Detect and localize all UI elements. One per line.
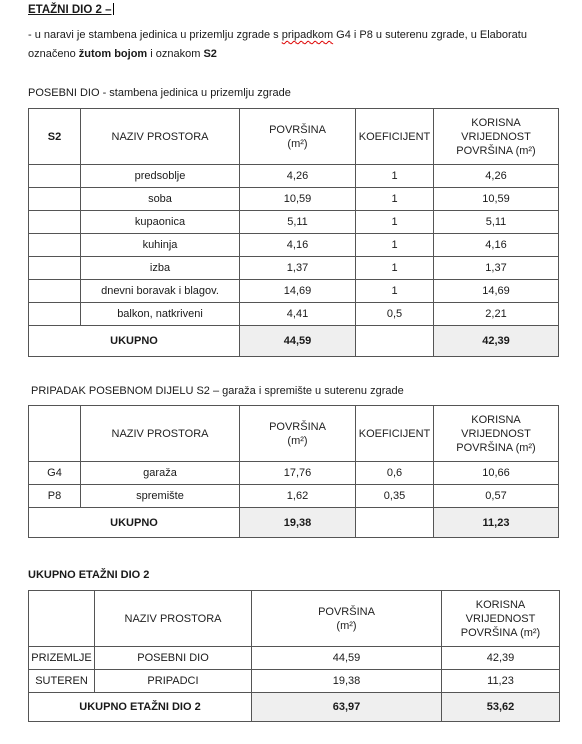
table3-header-area: POVRŠINA (m²) (252, 591, 442, 647)
table1-total-area: 44,59 (240, 326, 356, 357)
intro-bold-2: S2 (203, 48, 217, 60)
table1-name-cell: predsoblje (81, 165, 240, 188)
table1-code-cell (29, 165, 81, 188)
table1-useful-cell: 5,11 (434, 211, 559, 234)
table-row (29, 303, 559, 326)
table-pripadak (28, 405, 559, 538)
table2-header-useful: KORISNA VRIJEDNOST POVRŠINA (m²) (434, 406, 559, 462)
table1-code-cell (29, 188, 81, 211)
table1-header-area: POVRŠINA (m²) (240, 109, 356, 165)
table1-coef-cell: 1 (356, 234, 434, 257)
table3-area-cell: 44,59 (252, 647, 442, 670)
table1-area-cell: 14,69 (240, 280, 356, 303)
table2-area-cell: 1,62 (240, 485, 356, 508)
table2-header-code (29, 406, 81, 462)
intro-text-1: - u naravi je stambena jedinica u prizemlju zgrade s (28, 29, 282, 41)
table2-code-cell: P8 (29, 485, 81, 508)
table-row (29, 211, 559, 234)
table2-coef-cell: 0,35 (356, 485, 434, 508)
table2-useful-cell: 0,57 (434, 485, 559, 508)
table3-header-useful: KORISNA VRIJEDNOST POVRŠINA (m²) (442, 591, 560, 647)
table2-total-useful: 11,23 (434, 508, 559, 538)
table3-header-row (29, 591, 560, 647)
table2-header-row (29, 406, 559, 462)
table1-header-code: S2 (29, 109, 81, 165)
table2-header-name: NAZIV PROSTORA (81, 406, 240, 462)
heading-text: ETAŽNI DIO 2 – (28, 4, 112, 16)
intro-text-2: G4 i P8 u suterenu zgrade, u Elaboratu označeno (28, 29, 527, 60)
table2-header-area: POVRŠINA (m²) (240, 406, 356, 462)
table2-total-area: 19,38 (240, 508, 356, 538)
table1-code-cell (29, 303, 81, 326)
table1-total-useful: 42,39 (434, 326, 559, 357)
table1-area-cell: 4,41 (240, 303, 356, 326)
intro-text-3: i oznakom (147, 48, 204, 60)
table1-coef-cell: 1 (356, 280, 434, 303)
section3-label: UKUPNO ETAŽNI DIO 2 (28, 569, 150, 581)
table3-name-cell: PRIPADCI (95, 670, 252, 693)
table1-header-useful: KORISNA VRIJEDNOST POVRŠINA (m²) (434, 109, 559, 165)
table1-useful-cell: 10,59 (434, 188, 559, 211)
table2-coef-cell: 0,6 (356, 462, 434, 485)
table-posebni-dio (28, 108, 559, 357)
section1-label: POSEBNI DIO - stambena jedinica u prizemlju zgrade (28, 87, 291, 99)
table-row (29, 165, 559, 188)
table3-header-name: NAZIV PROSTORA (95, 591, 252, 647)
table1-code-cell (29, 211, 81, 234)
table-row (29, 462, 559, 485)
table1-code-cell (29, 280, 81, 303)
table2-total-coef (356, 508, 434, 538)
table1-total-coef (356, 326, 434, 357)
table3-code-cell: PRIZEMLJE (29, 647, 95, 670)
table2-useful-cell: 10,66 (434, 462, 559, 485)
table3-total-label: UKUPNO ETAŽNI DIO 2 (29, 693, 252, 722)
table3-header-code (29, 591, 95, 647)
table3-useful-cell: 42,39 (442, 647, 560, 670)
table1-coef-cell: 1 (356, 211, 434, 234)
table-row (29, 485, 559, 508)
intro-paragraph (28, 26, 573, 64)
table1-useful-cell: 14,69 (434, 280, 559, 303)
table3-total-area: 63,97 (252, 693, 442, 722)
table3-total-useful: 53,62 (442, 693, 560, 722)
table3-area-cell: 19,38 (252, 670, 442, 693)
table1-coef-cell: 1 (356, 188, 434, 211)
table1-name-cell: kuhinja (81, 234, 240, 257)
table1-total-label: UKUPNO (29, 326, 240, 357)
table1-name-cell: kupaonica (81, 211, 240, 234)
table-row (29, 647, 560, 670)
table2-name-cell: garaža (81, 462, 240, 485)
table3-useful-cell: 11,23 (442, 670, 560, 693)
table1-header-name: NAZIV PROSTORA (81, 109, 240, 165)
table1-useful-cell: 1,37 (434, 257, 559, 280)
table-row (29, 670, 560, 693)
table1-code-cell (29, 257, 81, 280)
table1-area-cell: 5,11 (240, 211, 356, 234)
table2-name-cell: spremište (81, 485, 240, 508)
section2-label: PRIPADAK POSEBNOM DIJELU S2 – garaža i spremište u suterenu zgrade (31, 385, 404, 397)
table-row (29, 188, 559, 211)
table-ukupno-etazni-dio (28, 590, 560, 722)
table1-area-cell: 10,59 (240, 188, 356, 211)
table1-name-cell: izba (81, 257, 240, 280)
table1-useful-cell: 4,26 (434, 165, 559, 188)
table1-coef-cell: 0,5 (356, 303, 434, 326)
table1-code-cell (29, 234, 81, 257)
table-row (29, 280, 559, 303)
table1-total-row (29, 326, 559, 357)
table1-area-cell: 4,26 (240, 165, 356, 188)
table1-header-coef: KOEFICIJENT (356, 109, 434, 165)
intro-misspelled-word: pripadkom (281, 29, 334, 41)
table1-useful-cell: 2,21 (434, 303, 559, 326)
table1-name-cell: dnevni boravak i blagov. (81, 280, 240, 303)
table2-area-cell: 17,76 (240, 462, 356, 485)
table3-code-cell: SUTEREN (29, 670, 95, 693)
table1-name-cell: balkon, natkriveni (81, 303, 240, 326)
table-row (29, 257, 559, 280)
table3-name-cell: POSEBNI DIO (95, 647, 252, 670)
table1-coef-cell: 1 (356, 165, 434, 188)
table1-area-cell: 1,37 (240, 257, 356, 280)
text-cursor (113, 3, 114, 15)
table2-header-coef: KOEFICIJENT (356, 406, 434, 462)
table-row (29, 234, 559, 257)
table1-useful-cell: 4,16 (434, 234, 559, 257)
table2-code-cell: G4 (29, 462, 81, 485)
table2-total-row (29, 508, 559, 538)
page-heading (28, 3, 114, 16)
table1-area-cell: 4,16 (240, 234, 356, 257)
table3-total-row (29, 693, 560, 722)
table1-header-row (29, 109, 559, 165)
table1-coef-cell: 1 (356, 257, 434, 280)
intro-bold-1: žutom bojom (78, 48, 148, 60)
table2-total-label: UKUPNO (29, 508, 240, 538)
table1-name-cell: soba (81, 188, 240, 211)
